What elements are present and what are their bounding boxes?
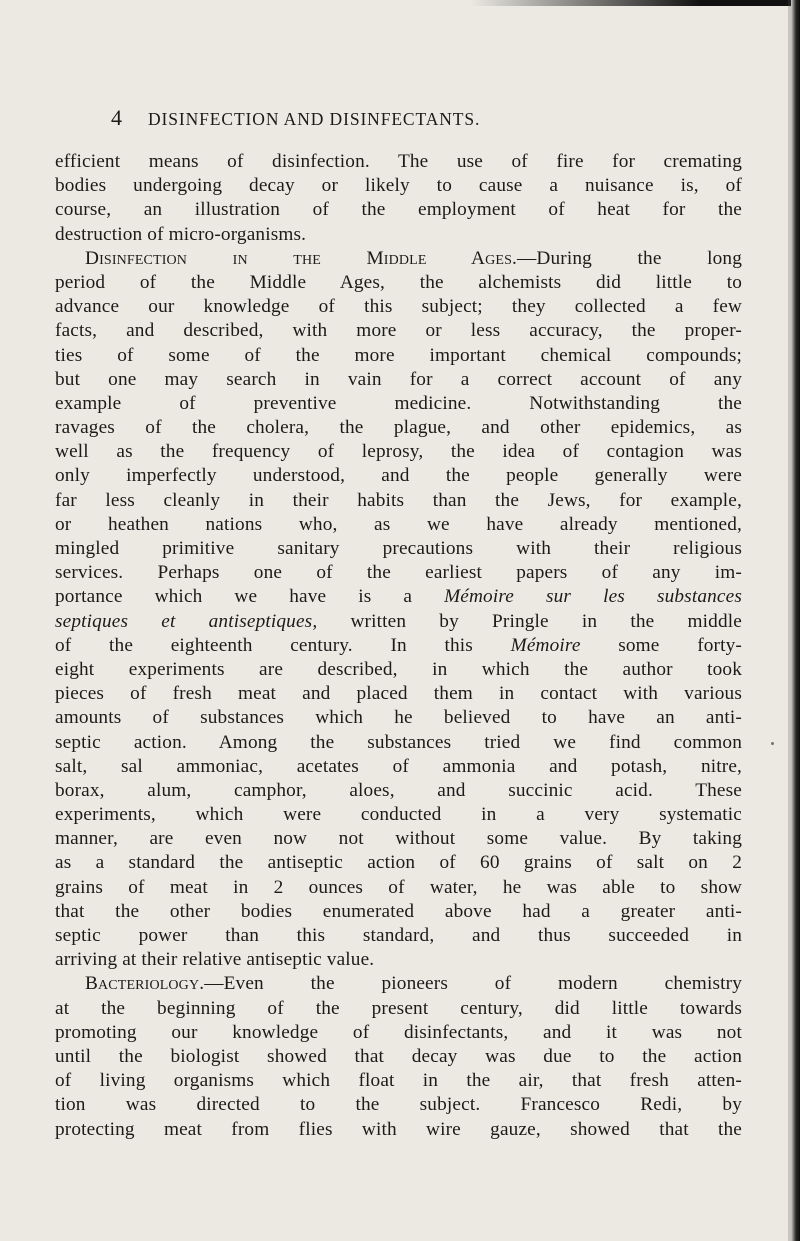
section-heading-bacteriology: Bacteriology. — [85, 973, 205, 995]
text-line: but one may search in vain for a correct account of any — [55, 368, 742, 390]
text-line: destruction of micro-organisms. — [55, 223, 307, 245]
text-line: septic power than this standard, and thus succeeded in — [55, 925, 742, 946]
text-line: of living organisms which float in the air, that fresh atten- — [55, 1070, 742, 1092]
text-line: until the biologist showed that decay was due to the action — [55, 1045, 742, 1067]
text-line: mingled primitive sanitary precautions with their religious — [55, 538, 742, 559]
text-line: pieces of fresh meat and placed them in contact with various — [55, 683, 742, 705]
text-line: arriving at their relative antiseptic value. — [55, 949, 375, 971]
text-line: protecting meat from flies with wire gauze, showed that the — [55, 1118, 742, 1140]
text-line: of the eighteenth century. In this Mémoire some forty- — [55, 634, 742, 656]
text-line: facts, and described, with more or less accuracy, the proper- — [55, 320, 742, 342]
text-line: far less cleanly in their habits than the Jews, for example, — [55, 489, 742, 511]
section-heading-line: Bacteriology.—Even the pioneers of modern chemistry — [85, 973, 742, 995]
text-line: promoting our knowledge of disinfectants, and it was not — [55, 1021, 742, 1043]
text-line: eight experiments are described, in which the author took — [55, 658, 742, 680]
text-line: borax, alum, camphor, aloes, and succinic acid. These — [55, 779, 742, 801]
text-line: course, an illustration of the employment of heat for the — [55, 199, 742, 221]
text-line: efficient means of disinfection. The use of fire for cremating — [55, 151, 742, 172]
memoire-title: Mémoire sur les substances — [444, 586, 742, 608]
body-text — [55, 150, 742, 1142]
running-head: DISINFECTION AND DISINFECTANTS. — [148, 109, 481, 129]
text-line: ravages of the cholera, the plague, and other epidemics, as — [55, 417, 742, 439]
page-header — [0, 104, 800, 134]
memoire-title-cont: septiques et antiseptiques, — [55, 610, 318, 632]
memoire-ref: Mémoire — [510, 634, 581, 656]
text-line: grains of meat in 2 ounces of water, he was able to show — [55, 876, 742, 898]
text-line: amounts of substances which he believed to have an anti- — [55, 707, 742, 729]
text-line: experiments, which were conducted in a very systematic — [55, 804, 742, 826]
page-right-edge-shadow — [791, 0, 800, 1241]
page-number: 4 — [111, 105, 122, 130]
text-line: manner, are even now not without some value. By taking — [55, 828, 742, 850]
text-line: period of the Middle Ages, the alchemists did little to — [55, 271, 742, 293]
text-line: well as the frequency of leprosy, the idea of contagion was — [55, 441, 742, 463]
text-line: that the other bodies enumerated above had a greater anti- — [55, 900, 742, 922]
section-heading-line: Disinfection in the Middle Ages.—During the long — [85, 247, 742, 269]
section-heading-middle-ages: Disinfection in the Middle Ages. — [85, 247, 517, 269]
text-line: portance which we have is a Mémoire sur les substances — [55, 586, 742, 608]
text-line: as a standard the antiseptic action of 60 grains of salt on 2 — [55, 852, 742, 874]
text-line: salt, sal ammoniac, acetates of ammonia and potash, nitre, — [55, 755, 742, 777]
text-line: example of preventive medicine. Notwithstanding the — [55, 392, 742, 414]
text-line: services. Perhaps one of the earliest papers of any im- — [55, 562, 742, 584]
text-line: only imperfectly understood, and the people generally were — [55, 465, 742, 487]
page-top-edge-shadow — [470, 0, 800, 6]
text-line: tion was directed to the subject. Francesco Redi, by — [55, 1094, 742, 1116]
paper-speck — [771, 742, 774, 745]
text-line: ties of some of the more important chemical compounds; — [55, 344, 742, 366]
text-line: bodies undergoing decay or likely to cause a nuisance is, of — [55, 175, 742, 197]
text-line: at the beginning of the present century, did little towards — [55, 997, 742, 1019]
text-line: septiques et antiseptiques, written by Pringle in the middle — [55, 610, 742, 632]
text-line: or heathen nations who, as we have already mentioned, — [55, 513, 742, 535]
text-line: septic action. Among the substances tried we find common — [55, 731, 742, 753]
text-line: advance our knowledge of this subject; they collected a few — [55, 296, 742, 318]
